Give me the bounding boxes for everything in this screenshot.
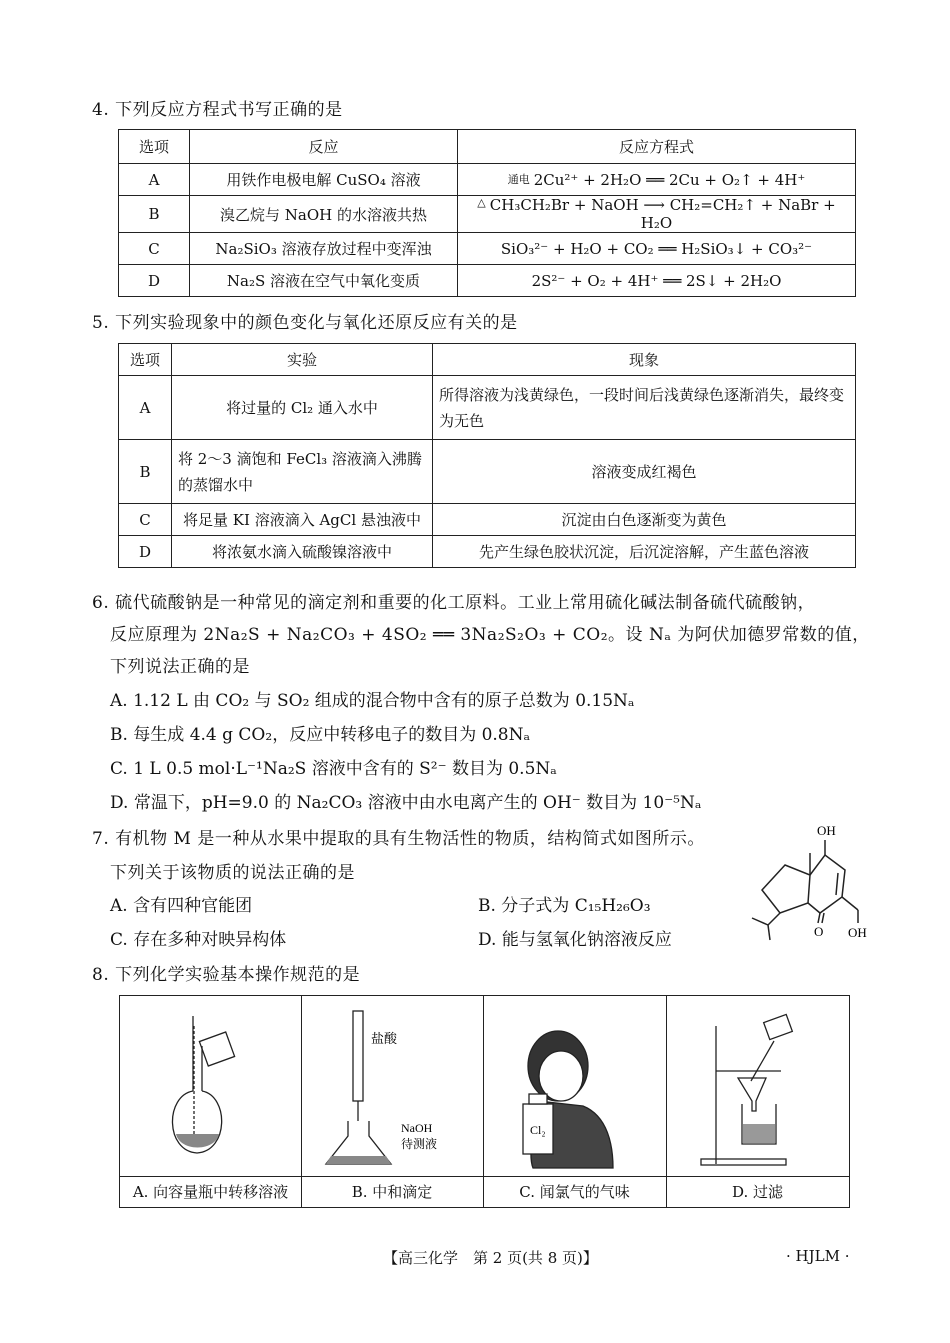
q6-option-a: A. 1.12 L 由 CO₂ 与 SO₂ 组成的混合物中含有的原子总数为 0.15Nₐ [110,691,635,711]
q4-reaction: Na₂S 溶液在空气中氧化变质 [190,265,458,297]
q4-table [118,129,856,297]
table-row [119,164,856,196]
volumetric-flask-illustration [120,996,301,1176]
q4-reaction: Na₂SiO₃ 溶液存放过程中变浑浊 [190,233,458,265]
q7-option-c: C. 存在多种对映异构体 [110,930,287,950]
q4-equation: SiO₃²⁻ + H₂O + CO₂ ══ H₂SiO₃↓ + CO₃²⁻ [458,233,856,265]
q5-observation: 沉淀由白色逐渐变为黄色 [433,504,856,536]
q8-figure-table [119,995,850,1208]
q5-option: C [119,504,172,536]
q4-equation: 2S²⁻ + O₂ + 4H⁺ ══ 2S↓ + 2H₂O [458,265,856,297]
table-row [119,196,856,233]
q4-stem: 4. 下列反应方程式书写正确的是 [92,100,343,120]
q5-header-observation: 现象 [433,344,856,376]
q4-equation: △ CH₃CH₂Br + NaOH ⟶ CH₂=CH₂↑ + NaBr + H₂O [458,196,856,233]
q4-reaction: 用铁作电极电解 CuSO₄ 溶液 [190,164,458,196]
q4-option: D [119,265,190,297]
caption-d: D. 过滤 [666,1176,849,1207]
q4-header-equation: 反应方程式 [458,130,856,164]
caption-b: B. 中和滴定 [301,1176,483,1207]
molecule-structure-diagram [740,815,870,945]
q5-observation: 溶液变成红褐色 [433,440,856,504]
q8-stem: 8. 下列化学实验基本操作规范的是 [92,965,361,985]
q5-observation: 所得溶液为浅黄绿色，一段时间后浅黄绿色逐渐消失，最终变为无色 [433,376,856,440]
q6-option-c: C. 1 L 0.5 mol·L⁻¹Na₂S 溶液中含有的 S²⁻ 数目为 0.5Nₐ [110,759,557,779]
q5-experiment: 将足量 KI 溶液滴入 AgCl 悬浊液中 [172,504,433,536]
label-hcl: 盐酸 [371,1031,398,1046]
caption-c: C. 闻氯气的气味 [483,1176,666,1207]
q5-option: D [119,536,172,568]
figure-cell-c [483,996,667,1207]
q4-reaction: 溴乙烷与 NaOH 的水溶液共热 [190,196,458,233]
table-row [119,265,856,297]
figure-cell-a [120,996,302,1207]
q4-equation: $^{通电}$ 2Cu²⁺ + 2H₂O ══ 2Cu + O₂↑ + 4H⁺ [458,164,856,196]
q7-stem-line1: 7. 有机物 M 是一种从水果中提取的具有生物活性的物质，结构简式如图所示。 [92,829,705,849]
q5-experiment: 将过量的 Cl₂ 通入水中 [172,376,433,440]
q5-observation: 先产生绿色胶状沉淀，后沉淀溶解，产生蓝色溶液 [433,536,856,568]
label-naoh: NaOH [401,1121,433,1135]
q6-option-b: B. 每生成 4.4 g CO₂，反应中转移电子的数目为 0.8Nₐ [110,725,531,745]
footer-code: · HJLM · [786,1247,850,1265]
q4-option: A [119,164,190,196]
q4-header-reaction: 反应 [190,130,458,164]
q4-condition: △ [477,196,486,209]
q6-stem-line2: 反应原理为 2Na₂S + Na₂CO₃ + 4SO₂ ══ 3Na₂S₂O₃ + CO₂。设 Nₐ 为阿伏加德罗常数的值， [110,625,870,645]
caption-a: A. 向容量瓶中转移溶液 [120,1176,301,1207]
titration-illustration [301,996,483,1176]
q5-header-experiment: 实验 [172,344,433,376]
q5-option: B [119,440,172,504]
q4-header-option: 选项 [119,130,190,164]
q5-table [118,343,856,568]
filtration-illustration [666,996,849,1176]
table-row [119,440,856,504]
q7-option-a: A. 含有四种官能团 [110,896,253,916]
q4-option: C [119,233,190,265]
q6-option-d: D. 常温下，pH=9.0 的 Na₂CO₃ 溶液中由水电离产生的 OH⁻ 数目为 10⁻⁵Nₐ [110,793,702,813]
footer-page-info: 【高三化学 第 2 页(共 8 页)】 [383,1249,598,1267]
q4-condition: 通电 [507,172,530,186]
table-row [119,504,856,536]
figure-cell-d [666,996,849,1207]
label-test-solution: 待测液 [401,1137,438,1151]
oh-top-label: OH [817,823,836,838]
table-row [119,376,856,440]
table-row [119,536,856,568]
q4-option: B [119,196,190,233]
q7-option-d: D. 能与氢氧化钠溶液反应 [478,930,672,950]
q5-header-option: 选项 [119,344,172,376]
q5-experiment: 将 2～3 滴饱和 FeCl₃ 溶液滴入沸腾的蒸馏水中 [172,440,433,504]
q5-experiment: 将浓氨水滴入硫酸镍溶液中 [172,536,433,568]
figure-cell-b [301,996,484,1207]
table-row [119,233,856,265]
q6-stem-line3: 下列说法正确的是 [110,657,250,677]
oh-bottom-label: OH [848,925,867,940]
q5-stem: 5. 下列实验现象中的颜色变化与氧化还原反应有关的是 [92,313,518,333]
q5-option: A [119,376,172,440]
q7-stem-line2: 下列关于该物质的说法正确的是 [110,863,355,883]
label-cl2: Cl₂ [530,1123,546,1137]
q7-option-b: B. 分子式为 C₁₅H₂₆O₃ [478,896,651,916]
smelling-gas-illustration [483,996,666,1176]
carbonyl-o-label: O [814,924,824,939]
q6-stem-line1: 6. 硫代硫酸钠是一种常见的滴定剂和重要的化工原料。工业上常用硫化碱法制备硫代硫酸钠， [92,593,816,613]
